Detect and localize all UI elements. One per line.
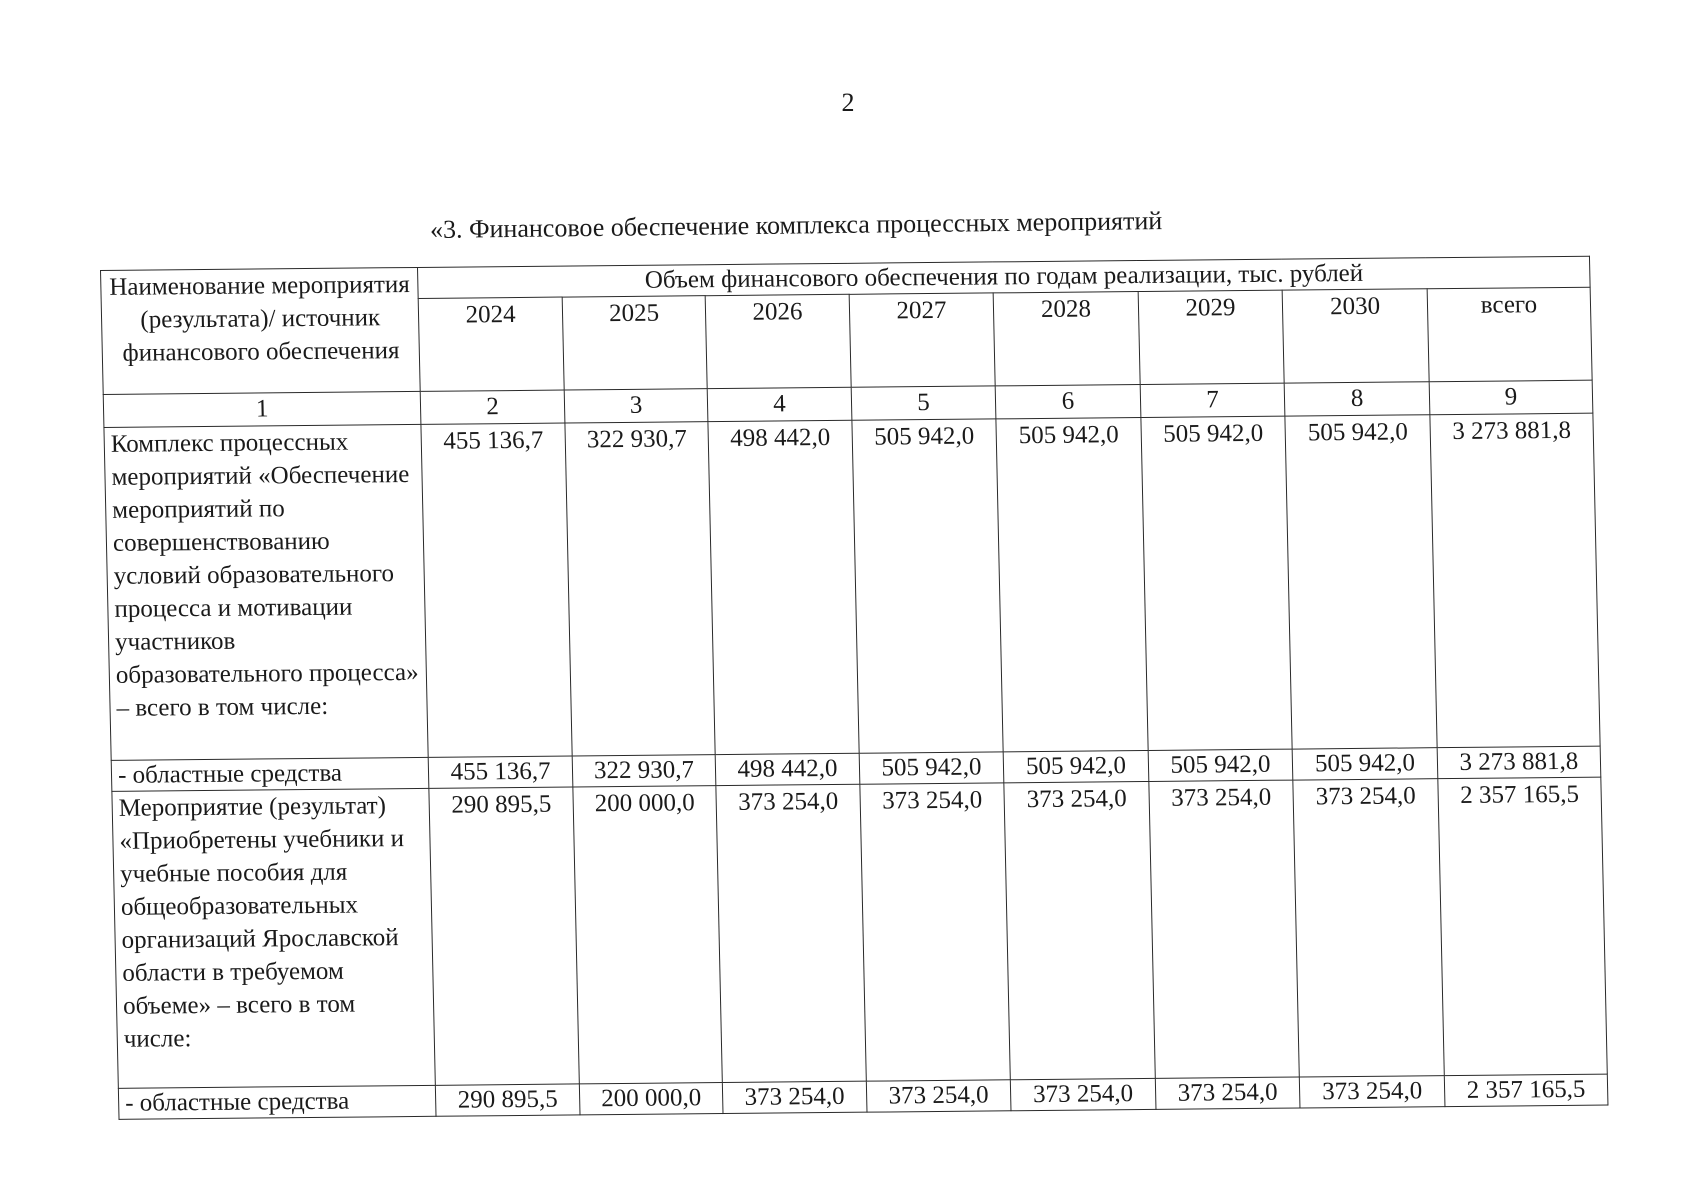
row-value: 455 136,7 — [429, 756, 573, 788]
header-year: 2025 — [562, 296, 707, 390]
row-value: 290 895,5 — [436, 1084, 580, 1116]
row-value: 505 942,0 — [1292, 748, 1437, 780]
row-name: - областные средства — [118, 1085, 436, 1119]
column-number: 5 — [851, 386, 996, 420]
header-total: всего — [1427, 287, 1592, 382]
header-year: 2026 — [705, 294, 850, 388]
row-value: 3 273 881,8 — [1437, 746, 1601, 779]
section-title: «3. Финансовое обеспечение комплекса процессных мероприятий — [429, 206, 1163, 244]
table-row-complex-total — [104, 413, 1600, 760]
row-value: 505 942,0 — [852, 419, 1004, 753]
financing-table — [100, 256, 1608, 1120]
row-value: 505 942,0 — [1003, 750, 1148, 782]
header-group: Объем финансового обеспечения по годам реализации, тыс. рублей — [418, 256, 1590, 298]
column-number: 2 — [421, 390, 565, 424]
column-number: 4 — [707, 387, 851, 421]
row-value: 373 254,0 — [1004, 781, 1155, 1079]
row-value: 2 357 165,5 — [1438, 777, 1608, 1076]
row-value: 2 357 165,5 — [1444, 1074, 1608, 1107]
header-year: 2030 — [1282, 289, 1429, 383]
row-value: 505 942,0 — [1148, 749, 1293, 781]
row-value: 498 442,0 — [708, 420, 859, 754]
column-number: 3 — [564, 389, 708, 423]
header-year: 2027 — [849, 293, 996, 387]
row-value: 505 942,0 — [1285, 415, 1437, 749]
column-number: 6 — [995, 385, 1140, 419]
column-number: 9 — [1429, 380, 1593, 415]
header-year: 2028 — [993, 292, 1140, 386]
row-value: 455 136,7 — [421, 423, 572, 757]
column-number: 7 — [1140, 383, 1285, 417]
column-number: 8 — [1284, 382, 1429, 416]
row-value: 498 442,0 — [715, 753, 859, 785]
row-name: - областные средства — [111, 757, 429, 791]
page-number: 2 — [841, 88, 855, 117]
row-value: 373 254,0 — [716, 784, 866, 1082]
row-value: 200 000,0 — [579, 1083, 723, 1115]
row-value: 505 942,0 — [859, 752, 1004, 784]
row-value: 322 930,7 — [565, 422, 716, 756]
row-value: 373 254,0 — [723, 1081, 867, 1113]
header-year: 2029 — [1138, 290, 1285, 384]
row-value: 290 895,5 — [429, 787, 579, 1085]
row-value: 373 254,0 — [1149, 780, 1300, 1078]
row-value: 373 254,0 — [1293, 779, 1444, 1077]
row-value: 373 254,0 — [1011, 1078, 1156, 1110]
row-value: 200 000,0 — [573, 786, 723, 1084]
row-value: 373 254,0 — [860, 783, 1011, 1081]
row-value: 373 254,0 — [1155, 1077, 1300, 1109]
row-value: 373 254,0 — [1300, 1076, 1445, 1108]
header-year: 2024 — [419, 297, 564, 391]
column-number: 1 — [103, 391, 421, 427]
row-value: 505 942,0 — [996, 418, 1148, 752]
row-name: Мероприятие (результат) «Приобретены учебники и учебные пособия для общеобразовательных организаций Ярославской области в требуемом объеме» – всего в том числе: — [112, 788, 436, 1088]
row-value: 322 930,7 — [572, 755, 716, 787]
financing-table-wrapper — [100, 256, 1608, 1120]
row-name: Комплекс процессных мероприятий «Обеспечение мероприятий по совершенствованию условий образовательного процесса и мотивации участников образовательного процесса» – всего в том числе: — [104, 424, 429, 760]
header-name: Наименование мероприятия (результата)/ источник финансового обеспечения — [101, 267, 421, 394]
row-value: 373 254,0 — [866, 1080, 1011, 1112]
table-row-activity-total — [112, 777, 1607, 1088]
row-value: 3 273 881,8 — [1430, 413, 1600, 748]
row-value: 505 942,0 — [1141, 416, 1293, 750]
